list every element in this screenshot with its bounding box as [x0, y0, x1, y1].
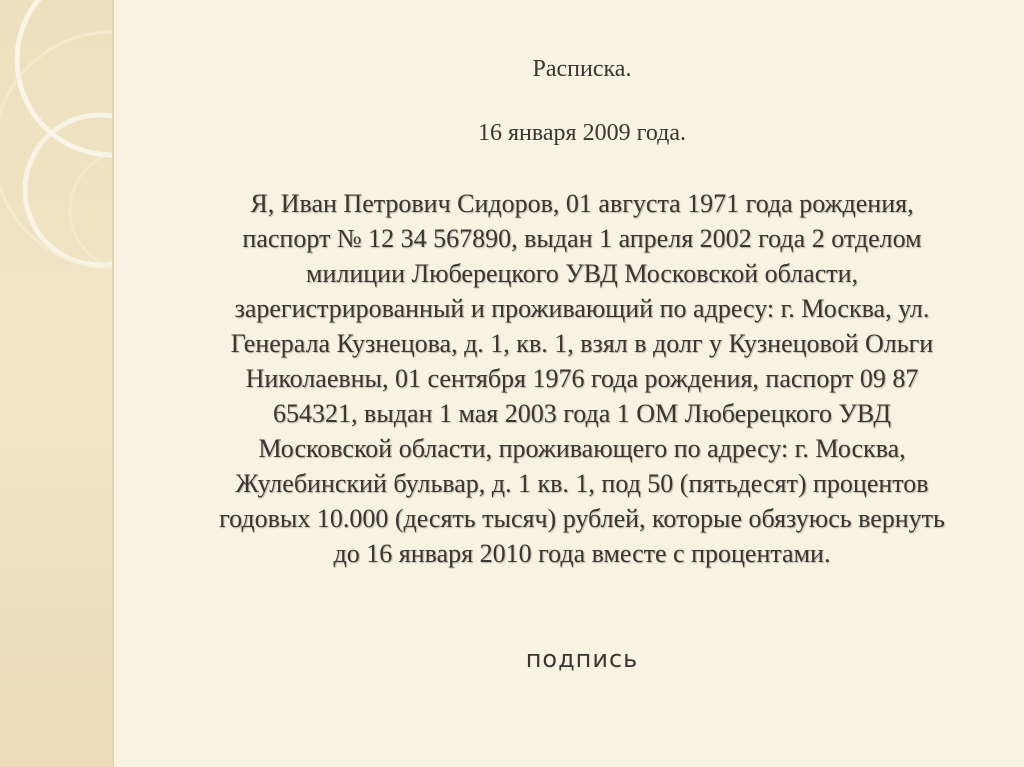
- document-title: Расписка.: [532, 56, 632, 82]
- body-line: 654321, выдан 1 мая 2003 года 1 ОМ Люберецкого УВД: [273, 399, 891, 428]
- document-body: [140, 186, 1024, 571]
- body-line: Московской области, проживающего по адресу: г. Москва,: [258, 434, 906, 463]
- body-line: Я, Иван Петрович Сидоров, 01 августа 1971 года рождения,: [250, 189, 914, 218]
- body-line: годовых 10.000 (десять тысяч) рублей, которые обязуюсь вернуть: [219, 504, 945, 533]
- body-line: Генерала Кузнецова, д. 1, кв. 1, взял в долг у Кузнецовой Ольги: [230, 329, 934, 358]
- body-line: до 16 января 2010 года вместе с процентами.: [333, 539, 831, 568]
- body-line: милиции Люберецкого УВД Московской области,: [305, 259, 859, 288]
- body-line: зарегистрированный и проживающий по адресу: г. Москва, ул.: [234, 294, 930, 323]
- document-date: 16 января 2009 года.: [477, 120, 686, 146]
- decorative-circles-graphic: [0, 0, 112, 767]
- body-line: Жулебинский бульвар, д. 1 кв. 1, под 50 (пятьдесят) процентов: [235, 469, 929, 498]
- decorative-side-panel: [0, 0, 114, 767]
- body-line: паспорт № 12 34 567890, выдан 1 апреля 2002 года 2 отделом: [242, 224, 922, 253]
- signature-label: подпись: [525, 645, 639, 673]
- body-line: Николаевны, 01 сентября 1976 года рождения, паспорт 09 87: [245, 364, 919, 393]
